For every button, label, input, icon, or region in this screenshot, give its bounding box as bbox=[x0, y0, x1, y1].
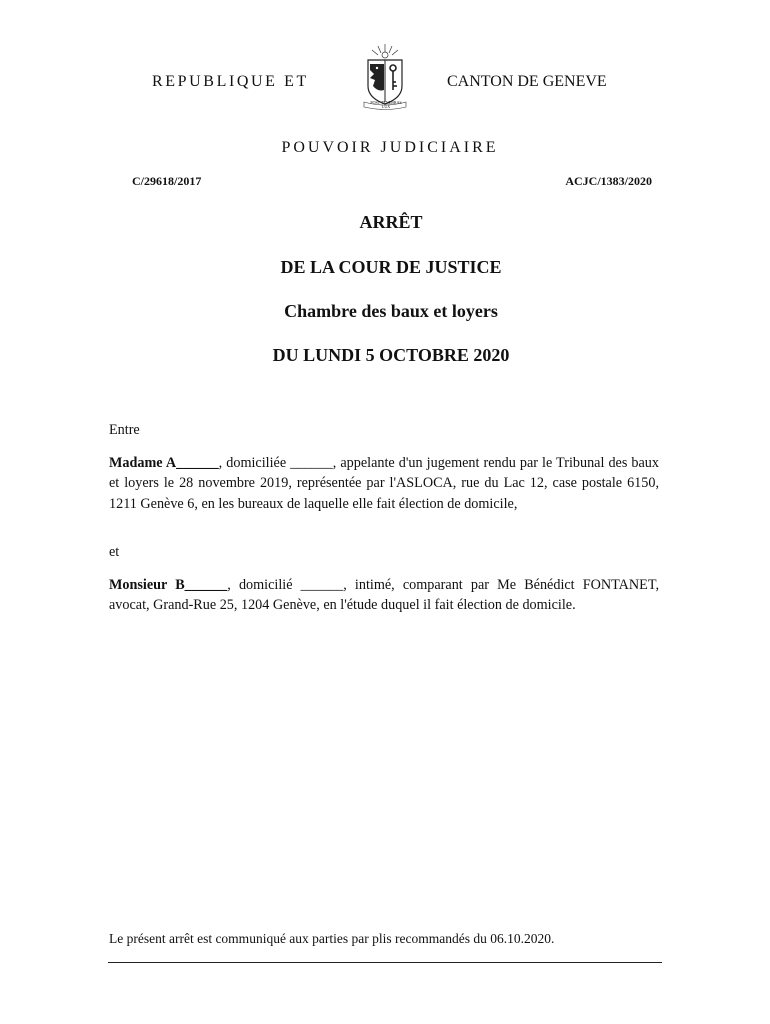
header-republique: REPUBLIQUE ET bbox=[152, 73, 309, 90]
decision-number: ACJC/1383/2020 bbox=[565, 174, 652, 188]
party-respondent-paragraph bbox=[109, 575, 659, 616]
et-label: et bbox=[109, 544, 120, 560]
title-arret: ARRÊT bbox=[359, 212, 423, 232]
case-number: C/29618/2017 bbox=[132, 174, 202, 188]
footer-divider bbox=[108, 962, 662, 963]
party-appellant-name: Madame A______ bbox=[109, 455, 219, 471]
coat-motto: POST TENEBRAS LUX bbox=[370, 100, 402, 109]
header-canton: CANTON DE GENEVE bbox=[447, 73, 607, 90]
party-appellant-details: , domiciliée ______, appelante d'un jugement rendu par le Tribunal des baux et loyers le 28 novembre 2019, représentée par l'ASLOCA, rue du Lac 12, case postale 6150, 1211 Genève 6, en les bureaux de laquelle elle fait élection de domicile, bbox=[109, 455, 659, 512]
title-court: DE LA COUR DE JUSTICE bbox=[280, 257, 502, 277]
communication-note: Le présent arrêt est communiqué aux parties par plis recommandés du 06.10.2020. bbox=[109, 931, 555, 946]
title-chamber: Chambre des baux et loyers bbox=[284, 301, 498, 321]
pouvoir-judiciaire-heading: POUVOIR JUDICIAIRE bbox=[281, 139, 499, 156]
party-respondent-name: Monsieur B______ bbox=[109, 577, 228, 593]
entre-label: Entre bbox=[109, 422, 140, 438]
party-respondent-details: , domicilié ______, intimé, comparant par Me Bénédict FONTANET, avocat, Grand-Rue 25, 1204 Genève, en l'étude duquel il fait élection de domicile. bbox=[109, 577, 659, 614]
title-date: DU LUNDI 5 OCTOBRE 2020 bbox=[272, 345, 510, 365]
party-appellant-paragraph bbox=[109, 453, 659, 514]
